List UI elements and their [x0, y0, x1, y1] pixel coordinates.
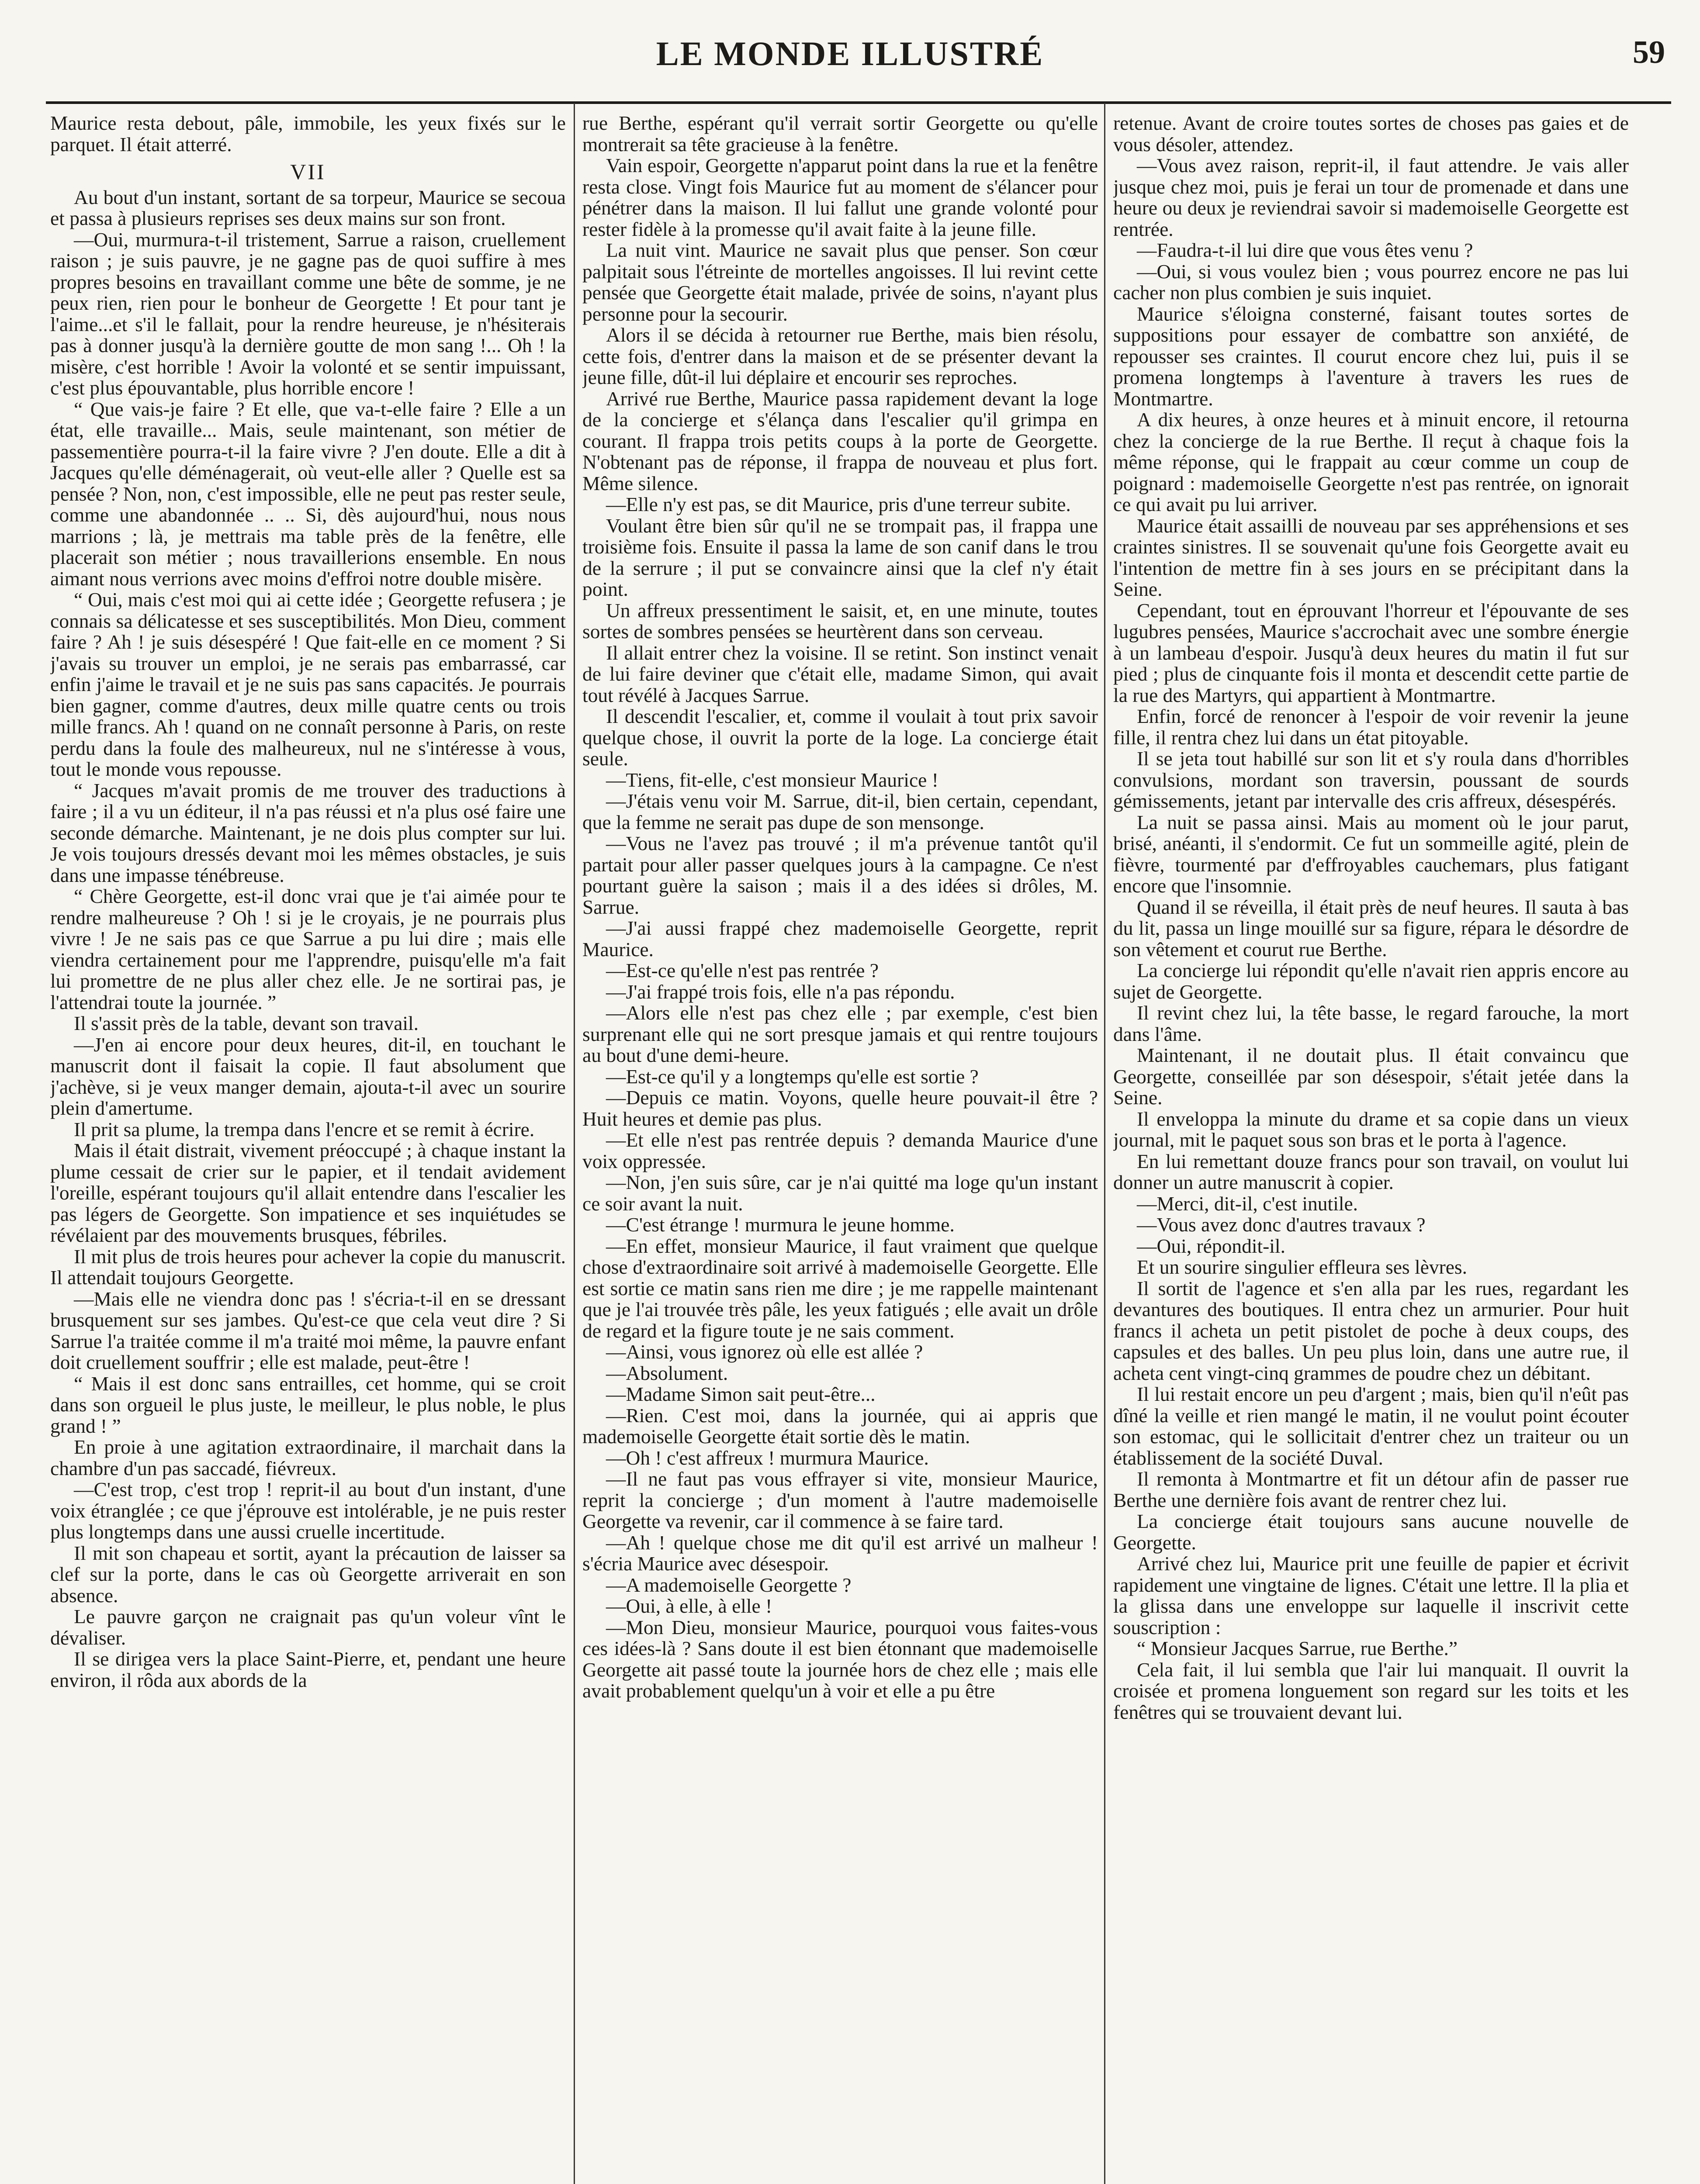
chapter-heading: VII [290, 159, 326, 184]
paragraph: Vain espoir, Georgette n'apparut point dans la rue et la fenêtre resta close. Vingt fois Maurice fut au moment de s'élancer pour pénétrer dans la maison. Il lui fallut une grande volonté pour rester fidèle à la promesse qu'il avait faite à la jeune fille. [582, 154, 1098, 240]
column-divider [1104, 103, 1105, 2184]
paragraph: —Mon Dieu, monsieur Maurice, pourquoi vous faites-vous ces idées-là ? Sans doute il est bien étonnant que mademoiselle Georgette ait passé toute la journée hors de chez elle ; mais elle avait probablement quelqu'un à voir et elle a pu être [582, 1616, 1098, 1702]
paragraph: Mais il était distrait, vivement préoccupé ; à chaque instant la plume cessait de crier sur le papier, et il tendait avidement l'oreille, espérant toujours qu'il allait entendre dans l'escalier les pas légers de Georgette. Son impatience et ses inquiétudes se révélaient par des mouvements brusques, fébriles. [50, 1139, 566, 1246]
paragraph: Un affreux pressentiment le saisit, et, en une minute, toutes sortes de sombres pensées se heurtèrent dans son cerveau. [582, 599, 1098, 643]
masthead [0, 34, 1700, 82]
header-rule [46, 101, 1671, 104]
paragraph: Maurice resta debout, pâle, immobile, les yeux fixés sur le parquet. Il était atterré. [50, 113, 566, 156]
paragraph: Voulant être bien sûr qu'il ne se trompait pas, il frappa une troisième fois. Ensuite il passa la lame de son canif dans le trou de la serrure ; il put se convaincre ainsi que la clef n'y était point. [582, 514, 1098, 600]
paragraph: —Oh ! c'est affreux ! murmura Maurice. [606, 1446, 929, 1469]
paragraph: Il descendit l'escalier, et, comme il voulait à tout prix savoir quelque chose, il ouvrit la porte de la loge. La concierge était seule. [582, 705, 1098, 770]
paragraph: “ Chère Georgette, est-il donc vrai que je t'ai aimée pour te rendre malheureuse ? Oh ! si je le croyais, je ne pourrais plus vivre ! Je ne sais pas ce que Sarrue a pu lui dire ; mais elle viendra certainement pour me l'apprendre, puisqu'elle m'a fait lui promettre de ne plus aller chez elle. Je ne sortirai pas, je l'attendrai toute la journée. ” [50, 885, 566, 1013]
paragraph: Arrivé chez lui, Maurice prit une feuille de papier et écrivit rapidement une vingtaine de lignes. C'était une lettre. Il la plia et la glissa dans une enveloppe sur laquelle il inscrivit cette souscription : [1113, 1552, 1629, 1638]
paragraph: —C'est trop, c'est trop ! reprit-il au bout d'un instant, d'une voix étranglée ; ce que j'éprouve est intolérable, je ne puis rester plus longtemps dans une aussi cruelle incertitude. [50, 1478, 566, 1543]
paragraph: “ Que vais-je faire ? Et elle, que va-t-elle faire ? Elle a un état, elle travaille... Mais, seule maintenant, son métier de passementière pourra-t-il la faire vivre ? J'en doute. Elle a dit à Jacques qu'elle déménagerait, où veut-elle aller ? Quelle est sa pensée ? Non, non, c'est impossible, elle ne peut pas rester seule, comme une abandonnée .. .. Si, dès aujourd'hui, nous nous marrions ; là, je mettrais ma table près de la fenêtre, elle placerait son métier ; nous travaillerions ensemble. En nous aimant nous verrions avec moins d'effroi notre double misère. [50, 397, 566, 590]
paragraph: —Il ne faut pas vous effrayer si vite, monsieur Maurice, reprit la concierge ; d'un moment à l'autre mademoiselle Georgette va revenir, car il commence à se faire tard. [582, 1468, 1098, 1532]
page-number: 59 [1633, 35, 1665, 70]
paragraph: —Madame Simon sait peut-être... [606, 1383, 876, 1405]
paragraph: —Oui, à elle, à elle ! [606, 1595, 772, 1617]
paragraph: Il sortit de l'agence et s'en alla par les rues, regardant les devantures des boutiques. Il entra chez un armurier. Pour huit francs il acheta un petit pistolet de poche à deux coups, des capsules et des balles. Un peu plus loin, dans une autre rue, il acheta cent vingt-cinq grammes de poudre chez un débitant. [1113, 1277, 1629, 1384]
text-column-3 [1113, 113, 1629, 2184]
paragraph: Cependant, tout en éprouvant l'horreur et l'épouvante de ses lugubres pensées, Maurice s'accrochait avec une sombre énergie à un lambeau d'espoir. Jusqu'à deux heures du matin il fut sur pied ; plus de cinquante fois il monta et descendit cette partie de la rue des Martyrs, qui appartient à Montmartre. [1113, 599, 1629, 706]
paragraph: Il mit plus de trois heures pour achever la copie du manuscrit. Il attendait toujours Georgette. [50, 1245, 566, 1289]
paragraph: —J'étais venu voir M. Sarrue, dit-il, bien certain, cependant, que la femme ne serait pas dupe de son mensonge. [582, 790, 1098, 833]
paragraph: —J'ai frappé trois fois, elle n'a pas répondu. [606, 980, 955, 1003]
paragraph: La nuit se passa ainsi. Mais au moment où le jour parut, brisé, anéanti, il s'endormit. Ce fut un sommeille agité, plein de fièvre, tourmenté par d'effroyables cauchemars, plus fatigant encore que l'insomnie. [1113, 811, 1629, 897]
paragraph: Enfin, forcé de renoncer à l'espoir de voir revenir la jeune fille, il rentra chez lui dans un état pitoyable. [1113, 705, 1629, 749]
paragraph: —Non, j'en suis sûre, car je n'ai quitté ma loge qu'un instant ce soir avant la nuit. [582, 1171, 1098, 1215]
paragraph: retenue. Avant de croire toutes sortes de choses pas gaies et de vous désoler, attendez. [1113, 113, 1629, 156]
paragraph: “ Oui, mais c'est moi qui ai cette idée ; Georgette refusera ; je connais sa délicatesse et ses susceptibilités. Mon Dieu, comment faire ? Ah ! je suis désespéré ! Que fait-elle en ce moment ? Si j'avais su trouver un emploi, je ne serais pas embarrassé, car enfin j'aime le travail et je ne suis pas sans capacités. Je pourrais bien gagner, comme d'autres, deux mille quatre cents ou trois mille francs. Ah ! quand on ne connaît personne à Paris, on reste perdu dans la foule des malheureux, nul ne s'intéresse à vous, tout le monde vous repousse. [50, 588, 566, 780]
text-column-1 [50, 113, 566, 2184]
paragraph: En lui remettant douze francs pour son travail, on voulut lui donner un autre manuscrit à copier. [1113, 1150, 1629, 1193]
paragraph: Quand il se réveilla, il était près de neuf heures. Il sauta à bas du lit, passa un linge mouillé sur sa figure, répara le désordre de son vêtement et courut rue Berthe. [1113, 895, 1629, 961]
paragraph: A dix heures, à onze heures et à minuit encore, il retourna chez la concierge de la rue Berthe. Il reçut à chaque fois la même réponse, qui le frappait au cœur comme un coup de poignard : mademoiselle Georgette n'est pas rentrée, on ignorait ce qui avait pu lui arriver. [1113, 408, 1629, 515]
paragraph: Il mit son chapeau et sortit, ayant la précaution de laisser sa clef sur la porte, dans le cas où Georgette arriverait en son absence. [50, 1541, 566, 1607]
paragraph: Arrivé rue Berthe, Maurice passa rapidement devant la loge de la concierge et s'élança dans l'escalier qu'il grimpa en courant. Il frappa trois petits coups à la porte de Georgette. N'obtenant pas de réponse, il frappa de nouveau et plus fort. Même silence. [582, 387, 1098, 494]
paragraph: —Tiens, fit-elle, c'est monsieur Maurice ! [606, 768, 938, 791]
paragraph: Maurice s'éloigna consterné, faisant toutes sortes de suppositions pour essayer de combattre son anxiété, de repousser ses craintes. Il courut encore chez lui, puis il se promena longtemps à l'aventure à travers les rues de Montmartre. [1113, 302, 1629, 410]
column-divider [574, 103, 575, 2184]
paragraph: —Alors elle n'est pas chez elle ; par exemple, c'est bien surprenant elle qui ne sort presque jamais et qui rentre toujours au bout d'une demi-heure. [582, 1002, 1098, 1066]
paragraph: Il prit sa plume, la trempa dans l'encre et se remit à écrire. [74, 1118, 535, 1140]
paragraph: —Mais elle ne viendra donc pas ! s'écria-t-il en se dressant brusquement sur ses jambes. Qu'est-ce que cela veut dire ? Si Sarrue l'a traitée comme il m'a traité moi même, la pauvre enfant doit cruellement souffrir ; elle est malade, peut-être ! [50, 1287, 566, 1373]
paragraph: Le pauvre garçon ne craignait pas qu'un voleur vînt le dévaliser. [50, 1605, 566, 1649]
paragraph: Il revint chez lui, la tête basse, le regard farouche, la mort dans l'âme. [1113, 1002, 1629, 1045]
text-column-2 [582, 113, 1098, 2184]
paragraph: Il se jeta tout habillé sur son lit et s'y roula dans d'horribles convulsions, mordant son traversin, poussant de sourds gémissements, jetant par intervalle des cris affreux, désespérés. [1113, 747, 1629, 812]
paragraph: “ Jacques m'avait promis de me trouver des traductions à faire ; il a vu un éditeur, il n'a pas réussi et n'a plus osé faire une seconde démarche. Maintenant, je ne dois plus compter sur lui. Je vois toujours dressés devant moi les mêmes obstacles, je suis dans une impasse ténébreuse. [50, 779, 566, 886]
paragraph: —Ainsi, vous ignorez où elle est allée ? [606, 1341, 923, 1363]
paragraph: Et un sourire singulier effleura ses lèvres. [1137, 1256, 1467, 1278]
paragraph: Maintenant, il ne doutait plus. Il était convaincu que Georgette, conseillée par son désespoir, s'était jetée dans la Seine. [1113, 1044, 1629, 1109]
paragraph: Cela fait, il lui sembla que l'air lui manquait. Il ouvrit la croisée et promena longuement son regard sur les toits et les fenêtres qui se trouvaient devant lui. [1113, 1658, 1629, 1723]
paragraph: Alors il se décida à retourner rue Berthe, mais bien résolu, cette fois, d'entrer dans la maison et de se présenter devant la jeune fille, dût-il lui déplaire et encourir ses reproches. [582, 324, 1098, 388]
paragraph: —Faudra-t-il lui dire que vous êtes venu ? [1137, 239, 1473, 261]
paragraph: En proie à une agitation extraordinaire, il marchait dans la chambre d'un pas saccadé, fiévreux. [50, 1436, 566, 1479]
paragraph: —Vous avez raison, reprit-il, il faut attendre. Je vais aller jusque chez moi, puis je ferai un tour de promenade et dans une heure ou deux je reviendrai savoir si mademoiselle Georgette est rentrée. [1113, 154, 1629, 240]
paragraph: —J'ai aussi frappé chez mademoiselle Georgette, reprit Maurice. [582, 917, 1098, 961]
paragraph: —Est-ce qu'il y a longtemps qu'elle est sortie ? [606, 1065, 979, 1088]
paragraph: —Absolument. [606, 1362, 728, 1384]
paragraph: Il se dirigea vers la place Saint-Pierre, et, pendant une heure environ, il rôda aux abords de la [50, 1648, 566, 1691]
paragraph: “ Mais il est donc sans entrailles, cet homme, qui se croit dans son orgueil le plus juste, le meilleur, le plus noble, le plus grand ! ” [50, 1372, 566, 1437]
paragraph: —Est-ce qu'elle n'est pas rentrée ? [606, 959, 879, 981]
paragraph: “ Monsieur Jacques Sarrue, rue Berthe.” [1137, 1637, 1458, 1659]
paragraph: —Et elle n'est pas rentrée depuis ? demanda Maurice d'une voix oppressée. [582, 1129, 1098, 1172]
paragraph: La concierge était toujours sans aucune nouvelle de Georgette. [1113, 1510, 1629, 1554]
paragraph: La concierge lui répondit qu'elle n'avait rien appris encore au sujet de Georgette. [1113, 959, 1629, 1003]
paragraph: Il remonta à Montmartre et fit un détour afin de passer rue Berthe une dernière fois avant de rentrer chez lui. [1113, 1468, 1629, 1511]
paragraph: —C'est étrange ! murmura le jeune homme. [606, 1213, 955, 1236]
paragraph: —Depuis ce matin. Voyons, quelle heure pouvait-il être ? Huit heures et demie pas plus. [582, 1086, 1098, 1130]
paragraph: Maurice était assailli de nouveau par ses appréhensions et ses craintes sinistres. Il se souvenait qu'une fois Georgette avait eu l'intention de mettre fin à ses jours en se précipitant dans la Seine. [1113, 514, 1629, 600]
paragraph: Il lui restait encore un peu d'argent ; mais, bien qu'il n'eût pas dîné la veille et rien mangé le matin, il ne voulut point écouter son estomac, qui le sollicitait d'entrer chez un traiteur ou un établissement de la société Duval. [1113, 1383, 1629, 1469]
paragraph: —Ah ! quelque chose me dit qu'il est arrivé un malheur ! s'écria Maurice avec désespoir. [582, 1531, 1098, 1575]
paragraph: —Elle n'y est pas, se dit Maurice, pris d'une terreur subite. [606, 493, 1071, 515]
paragraph: Au bout d'un instant, sortant de sa torpeur, Maurice se secoua et passa à plusieurs reprises ses deux mains sur son front. [50, 186, 566, 229]
paragraph: —Oui, si vous voulez bien ; vous pourrez encore ne pas lui cacher non plus combien je suis inquiet. [1113, 260, 1629, 304]
paragraph: —Oui, répondit-il. [1137, 1234, 1285, 1257]
paragraph: La nuit vint. Maurice ne savait plus que penser. Son cœur palpitait sous l'étreinte de mortelles angoisses. Il lui revint cette pensée que Georgette était malade, privée de soins, n'ayant plus personne pour la secourir. [582, 239, 1098, 325]
paragraph: rue Berthe, espérant qu'il verrait sortir Georgette ou qu'elle montrerait sa tête gracieuse à la fenêtre. [582, 113, 1098, 156]
paragraph: —Merci, dit-il, c'est inutile. [1137, 1192, 1358, 1215]
paragraph: —En effet, monsieur Maurice, il faut vraiment que quelque chose d'extraordinaire soit arrivé à mademoiselle Georgette. Elle est sortie ce matin sans rien me dire ; je me rappelle maintenant que je l'ai trouvée très pâle, les yeux fatigués ; elle avait un drôle de regard et la figure toute je ne sais comment. [582, 1234, 1098, 1342]
paragraph: —Vous avez donc d'autres travaux ? [1137, 1213, 1426, 1236]
paragraph: —Vous ne l'avez pas trouvé ; il m'a prévenue tantôt qu'il partait pour aller passer quelques jours à la campagne. Ce n'est pourtant guère la saison ; mais il a des idées si drôles, M. Sarrue. [582, 832, 1098, 918]
paragraph: Il allait entrer chez la voisine. Il se retint. Son instinct venait de lui faire deviner que c'était elle, madame Simon, qui avait tout révélé à Jacques Sarrue. [582, 641, 1098, 706]
paragraph: Il enveloppa la minute du drame et sa copie dans un vieux journal, mit le paquet sous son bras et le porta à l'agence. [1113, 1107, 1629, 1151]
paragraph: Il s'assit près de la table, devant son travail. [74, 1012, 419, 1034]
paragraph: —A mademoiselle Georgette ? [606, 1573, 852, 1596]
paragraph: —Rien. C'est moi, dans la journée, qui ai appris que mademoiselle Georgette était sortie dès le matin. [582, 1404, 1098, 1448]
paragraph: —Oui, murmura-t-il tristement, Sarrue a raison, cruellement raison ; je suis pauvre, je ne gagne pas de quoi suffire à mes propres besoins en travaillant comme une bête de somme, je ne peux rien, rien pour le bonheur de Georgette ! Et pour tant je l'aime...et s'il le fallait, pour la rendre heureuse, je n'hésiterais pas à donner jusqu'à la dernière goutte de mon sang !... Oh ! la misère, c'est horrible ! Avoir la volonté et se sentir impuissant, c'est plus épouvantable, plus horrible encore ! [50, 228, 566, 399]
newspaper-title: LE MONDE ILLUSTRÉ [656, 35, 1044, 73]
paragraph: —J'en ai encore pour deux heures, dit-il, en touchant le manuscrit dont il faisait la copie. Il faut absolument que j'achève, si je veux manger demain, ajouta-t-il avec un sourire plein d'amertume. [50, 1033, 566, 1119]
